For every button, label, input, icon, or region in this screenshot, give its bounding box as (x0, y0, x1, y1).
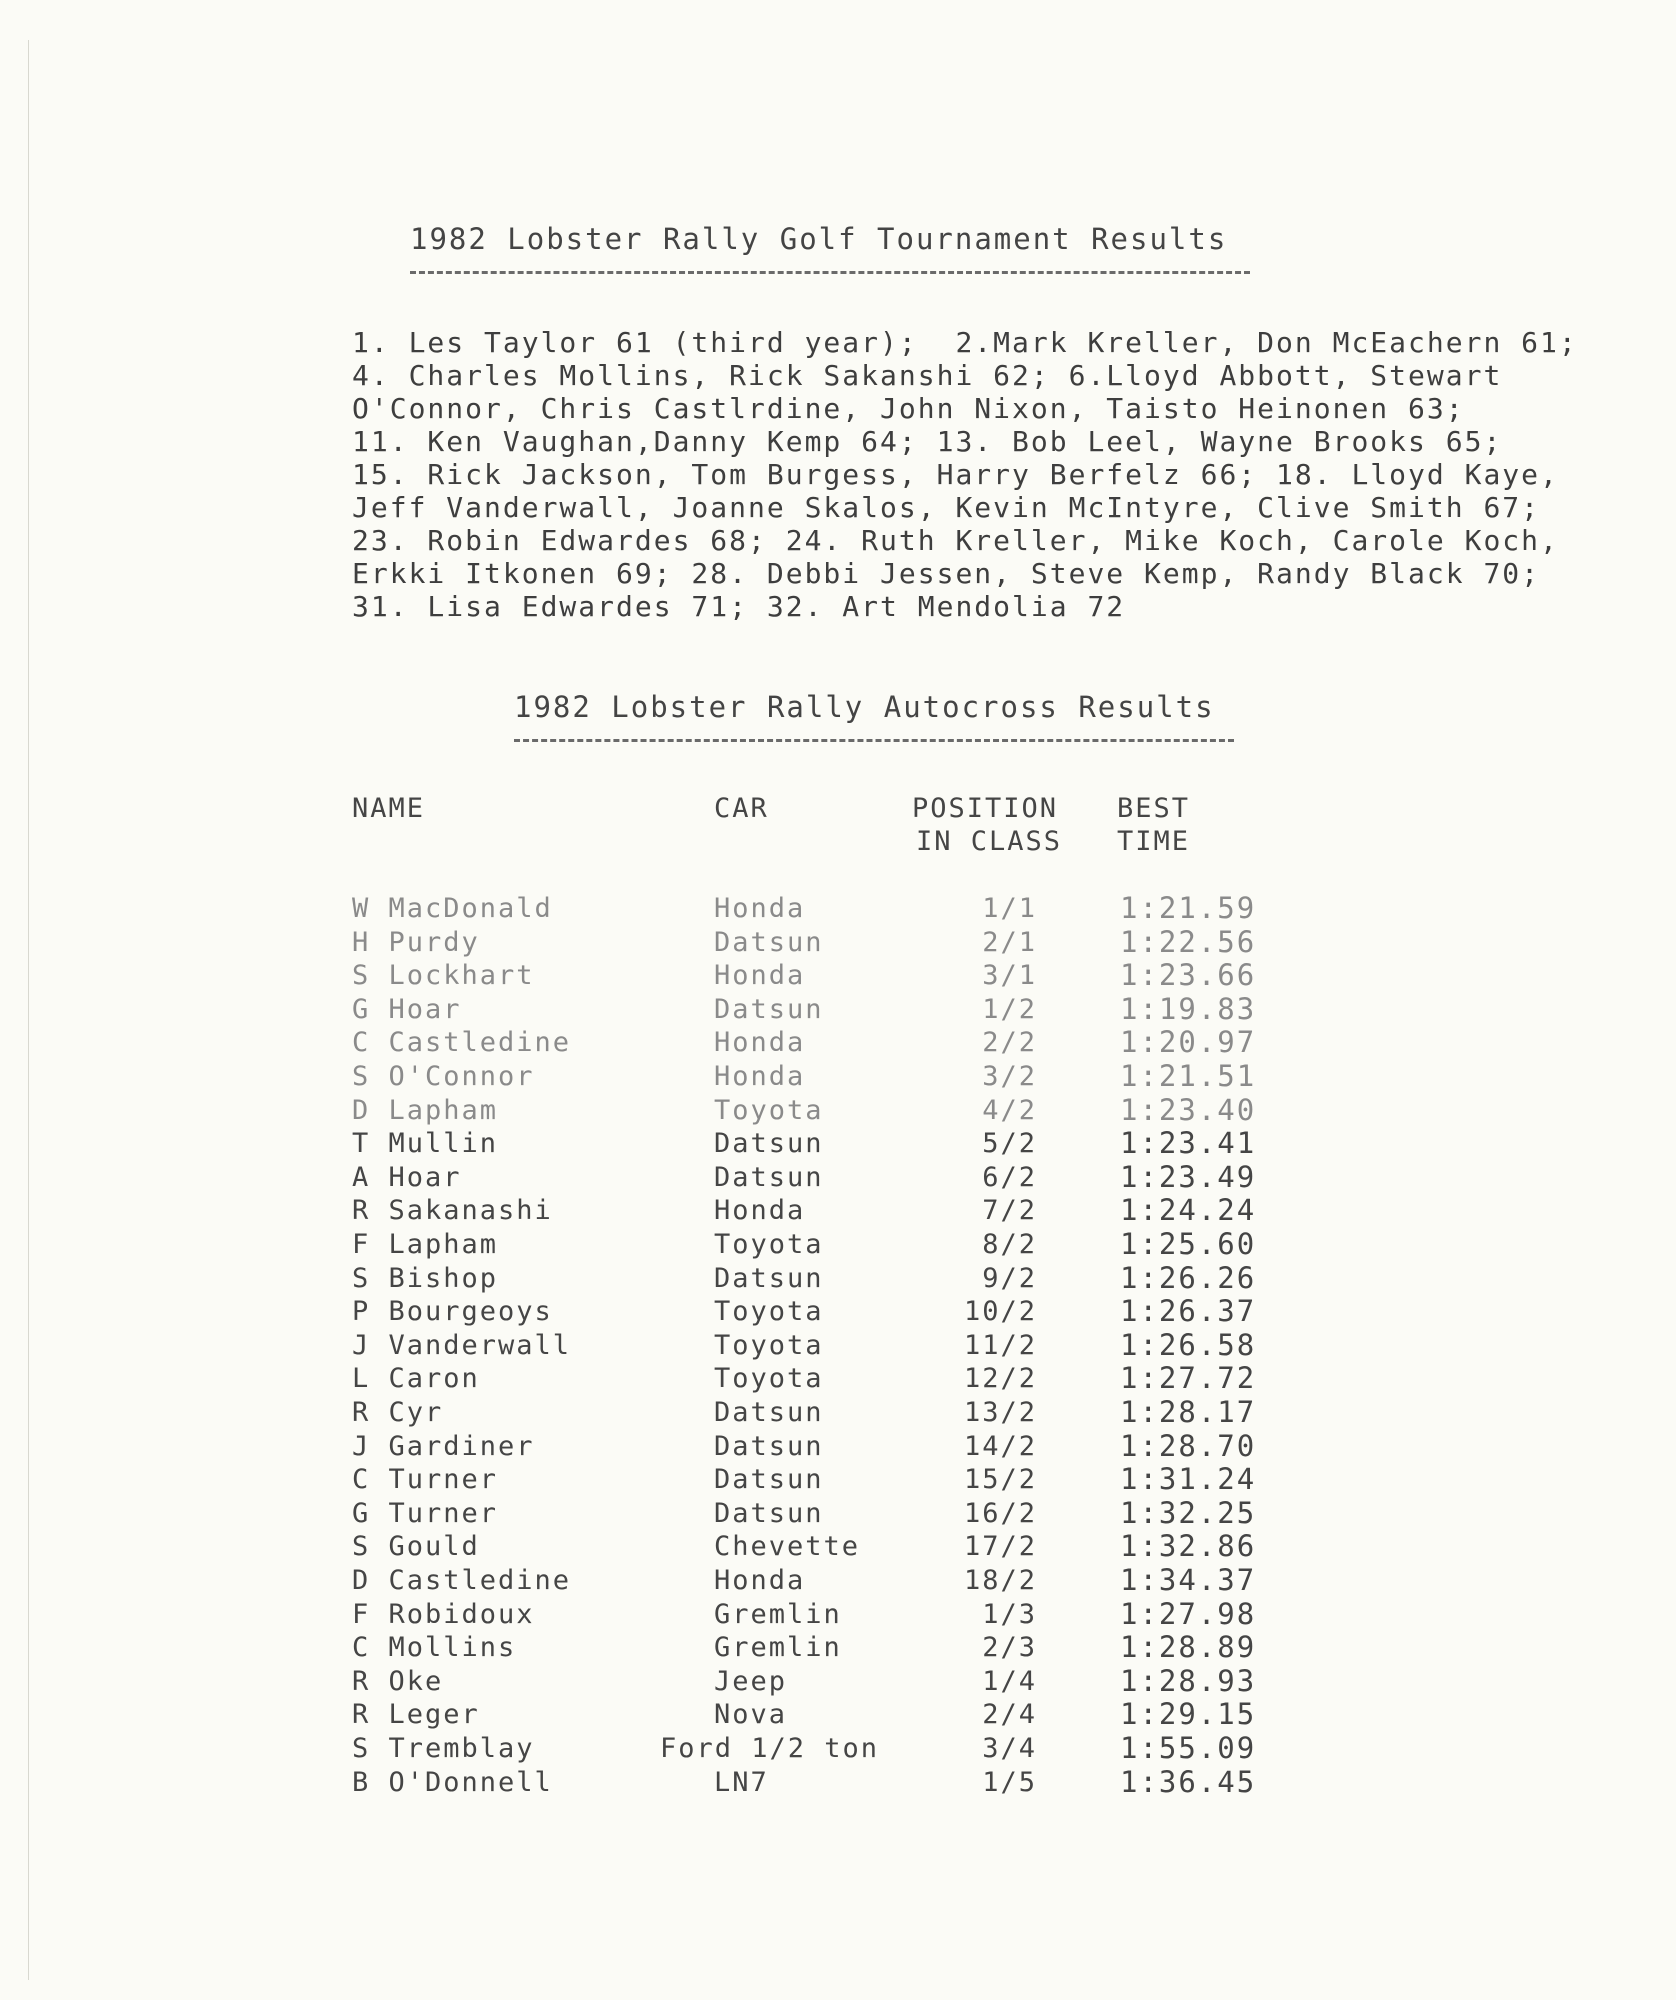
cell-position: 16/2 (963, 1497, 1037, 1529)
cell-name: S Bishop (352, 1262, 499, 1294)
cell-time: 1:27.98 (1120, 1596, 1257, 1631)
cell-position: 14/2 (963, 1430, 1037, 1462)
cell-position: 17/2 (963, 1531, 1037, 1563)
cell-time: 1:22.56 (1120, 924, 1257, 959)
cell-name: R Cyr (352, 1397, 444, 1428)
cell-name: C Castledine (352, 1027, 572, 1059)
table-row (352, 1497, 1352, 1530)
cell-position: 11/2 (963, 1329, 1037, 1361)
autocross-title: 1982 Lobster Rally Autocross Results (514, 690, 1215, 724)
cell-position: 13/2 (963, 1397, 1037, 1428)
cell-name: J Vanderwall (352, 1329, 572, 1361)
cell-time: 1:32.25 (1120, 1495, 1257, 1530)
cell-position: 15/2 (963, 1464, 1037, 1496)
cell-position: 8/2 (982, 1229, 1037, 1260)
golf-line: 15. Rick Jackson, Tom Burgess, Harry Berfelz 66; 18. Lloyd Kaye, (352, 458, 1559, 491)
table-row (352, 892, 1352, 925)
cell-car: Datsun (714, 993, 824, 1025)
cell-position: 7/2 (982, 1195, 1037, 1227)
table-row (352, 1698, 1352, 1731)
cell-position: 12/2 (963, 1363, 1037, 1395)
golf-line: 4. Charles Mollins, Rick Sakanshi 62; 6.Lloyd Abbott, Stewart (352, 359, 1503, 392)
cell-car: Honda (714, 1061, 806, 1092)
table-row (352, 1665, 1352, 1698)
table-row (352, 1598, 1352, 1631)
cell-car: Jeep (714, 1665, 788, 1697)
table-row (352, 1262, 1352, 1295)
cell-name: J Gardiner (352, 1430, 535, 1462)
cell-car: Datsun (714, 1430, 824, 1462)
cell-time: 1:23.49 (1120, 1159, 1257, 1194)
autocross-title-underline (514, 739, 1234, 742)
cell-position: 2/3 (982, 1632, 1037, 1664)
golf-title-underline (410, 271, 1250, 274)
cell-time: 1:27.72 (1120, 1361, 1257, 1396)
cell-car: Datsun (714, 1464, 824, 1496)
table-row (352, 1094, 1352, 1127)
table-row (352, 1127, 1352, 1160)
cell-car: Gremlin (714, 1598, 842, 1630)
table-row (352, 993, 1352, 1026)
header-position: POSITION (912, 793, 1059, 824)
table-row (352, 1362, 1352, 1395)
cell-car: Toyota (714, 1363, 824, 1395)
cell-name: S O'Connor (352, 1061, 535, 1092)
header-time: BEST (1117, 793, 1191, 824)
cell-time: 1:29.15 (1120, 1697, 1257, 1732)
cell-time: 1:34.37 (1120, 1563, 1257, 1597)
golf-line: Jeff Vanderwall, Joanne Skalos, Kevin McIntyre, Clive Smith 67; (352, 491, 1541, 524)
cell-position: 10/2 (963, 1296, 1037, 1328)
cell-name: T Mullin (352, 1128, 499, 1160)
cell-position: 3/2 (982, 1061, 1037, 1092)
cell-car: Datsun (714, 1397, 824, 1428)
cell-position: 1/3 (982, 1598, 1037, 1630)
table-row (352, 1060, 1352, 1093)
table-row (352, 926, 1352, 959)
cell-position: 2/2 (982, 1027, 1037, 1059)
table-row (352, 1026, 1352, 1059)
table-row (352, 1161, 1352, 1194)
golf-line: 23. Robin Edwardes 68; 24. Ruth Kreller, Mike Koch, Carole Koch, (352, 524, 1559, 557)
header-name: NAME (352, 793, 426, 824)
golf-results (352, 326, 1652, 623)
cell-name: L Caron (352, 1363, 480, 1395)
cell-car: Gremlin (714, 1632, 842, 1664)
cell-time: 1:26.58 (1120, 1327, 1257, 1362)
table-row (352, 959, 1352, 992)
table-row (352, 1732, 1352, 1765)
cell-position: 3/1 (982, 960, 1037, 992)
cell-position: 2/4 (982, 1699, 1037, 1731)
table-row (352, 1329, 1352, 1362)
cell-time: 1:28.70 (1120, 1428, 1257, 1463)
golf-line: Erkki Itkonen 69; 28. Debbi Jessen, Steve Kemp, Randy Black 70; (352, 557, 1541, 590)
cell-position: 1/5 (982, 1766, 1037, 1798)
cell-name: B O'Donnell (352, 1766, 553, 1798)
cell-time: 1:21.51 (1120, 1059, 1257, 1093)
cell-position: 18/2 (963, 1565, 1037, 1596)
cell-name: S Tremblay (352, 1733, 535, 1764)
table-row (352, 1430, 1352, 1463)
table-row (352, 1295, 1352, 1328)
cell-car: Datsun (714, 1161, 824, 1193)
cell-position: 3/4 (982, 1733, 1037, 1764)
cell-car: Datsun (714, 1262, 824, 1294)
cell-time: 1:36.45 (1120, 1764, 1257, 1799)
cell-name: G Hoar (352, 993, 462, 1025)
cell-position: 1/2 (982, 993, 1037, 1025)
cell-position: 1/1 (982, 893, 1037, 924)
cell-position: 6/2 (982, 1161, 1037, 1193)
cell-time: 1:28.89 (1120, 1630, 1257, 1665)
cell-car: Toyota (714, 1229, 824, 1260)
cell-name: G Turner (352, 1497, 499, 1529)
cell-position: 2/1 (982, 926, 1037, 958)
cell-car: Honda (714, 1565, 806, 1596)
cell-name: S Lockhart (352, 960, 535, 992)
cell-time: 1:26.37 (1120, 1294, 1257, 1329)
table-row (352, 1766, 1352, 1799)
header-position-2: IN CLASS (916, 826, 1063, 857)
golf-title: 1982 Lobster Rally Golf Tournament Results (410, 222, 1228, 256)
cell-time: 1:23.41 (1120, 1126, 1257, 1161)
cell-time: 1:21.59 (1120, 891, 1257, 925)
table-row (352, 1564, 1352, 1597)
cell-time: 1:26.26 (1120, 1260, 1257, 1295)
cell-time: 1:20.97 (1120, 1025, 1257, 1060)
cell-car: Ford 1/2 ton (660, 1733, 880, 1764)
cell-time: 1:55.09 (1120, 1731, 1257, 1765)
cell-name: H Purdy (352, 926, 480, 958)
table-row (352, 1228, 1352, 1261)
cell-time: 1:28.93 (1120, 1663, 1257, 1698)
cell-name: F Lapham (352, 1229, 499, 1260)
cell-name: F Robidoux (352, 1598, 535, 1630)
cell-car: Datsun (714, 1497, 824, 1529)
table-row (352, 1396, 1352, 1429)
cell-time: 1:23.66 (1120, 958, 1257, 993)
cell-position: 1/4 (982, 1665, 1037, 1697)
page-edge (28, 40, 29, 1980)
cell-car: Honda (714, 1195, 806, 1227)
cell-car: Datsun (714, 1128, 824, 1160)
cell-time: 1:19.83 (1120, 991, 1257, 1026)
cell-time: 1:31.24 (1120, 1462, 1257, 1497)
cell-time: 1:24.24 (1120, 1193, 1257, 1228)
cell-time: 1:32.86 (1120, 1529, 1257, 1564)
header-car: CAR (714, 793, 769, 824)
cell-time: 1:28.17 (1120, 1395, 1257, 1429)
table-row (352, 1631, 1352, 1664)
header-time-2: TIME (1117, 826, 1191, 857)
cell-name: D Lapham (352, 1094, 499, 1126)
golf-line: 31. Lisa Edwardes 71; 32. Art Mendolia 72 (352, 590, 1126, 623)
cell-car: LN7 (714, 1766, 769, 1798)
cell-car: Honda (714, 1027, 806, 1059)
cell-name: D Castledine (352, 1565, 572, 1596)
cell-name: A Hoar (352, 1161, 462, 1193)
cell-car: Chevette (714, 1531, 861, 1563)
golf-line: 1. Les Taylor 61 (third year); 2.Mark Kreller, Don McEachern 61; (352, 326, 1578, 359)
cell-name: W MacDonald (352, 893, 553, 924)
cell-car: Honda (714, 960, 806, 992)
cell-name: R Leger (352, 1699, 480, 1731)
table-row (352, 1194, 1352, 1227)
cell-name: P Bourgeoys (352, 1296, 553, 1328)
cell-car: Datsun (714, 926, 824, 958)
cell-car: Toyota (714, 1296, 824, 1328)
cell-name: C Turner (352, 1464, 499, 1496)
cell-car: Toyota (714, 1329, 824, 1361)
cell-car: Nova (714, 1699, 788, 1731)
cell-name: C Mollins (352, 1632, 517, 1664)
golf-line: O'Connor, Chris Castlrdine, John Nixon, Taisto Heinonen 63; (352, 392, 1465, 425)
cell-car: Honda (714, 893, 806, 924)
cell-time: 1:23.40 (1120, 1092, 1257, 1127)
cell-name: S Gould (352, 1531, 480, 1563)
table-row (352, 1463, 1352, 1496)
cell-car: Toyota (714, 1094, 824, 1126)
cell-name: R Oke (352, 1665, 444, 1697)
golf-line: 11. Ken Vaughan,Danny Kemp 64; 13. Bob Leel, Wayne Brooks 65; (352, 425, 1503, 458)
cell-position: 4/2 (982, 1094, 1037, 1126)
table-row (352, 1530, 1352, 1563)
cell-time: 1:25.60 (1120, 1227, 1257, 1261)
cell-position: 5/2 (982, 1128, 1037, 1160)
cell-position: 9/2 (982, 1262, 1037, 1294)
cell-name: R Sakanashi (352, 1195, 553, 1227)
